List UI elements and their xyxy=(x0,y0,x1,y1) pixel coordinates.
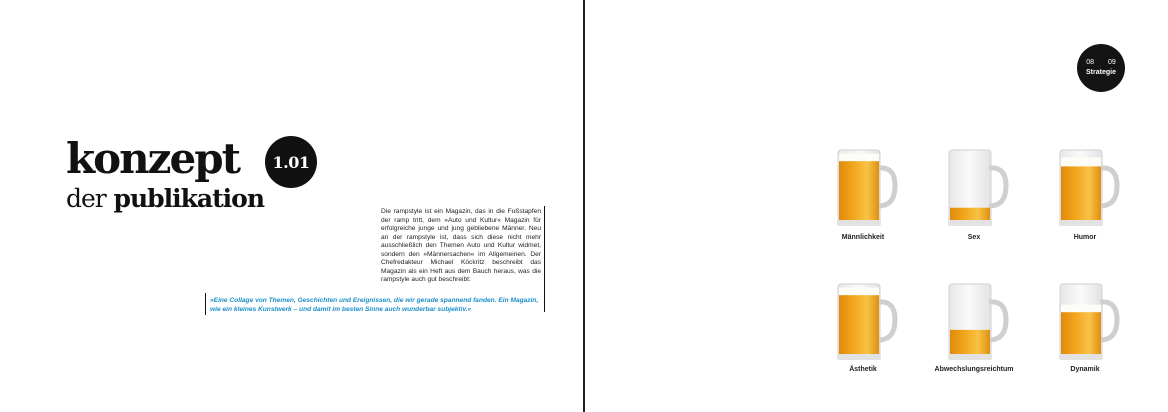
mug-label: Humor xyxy=(1073,234,1097,241)
title-konzept: konzept xyxy=(66,134,239,183)
body-rule xyxy=(544,206,545,312)
quote-rule xyxy=(205,293,206,315)
beer-mug xyxy=(946,280,1012,350)
beer-mug xyxy=(1057,146,1123,216)
title-publikation: publikation xyxy=(113,184,265,213)
mug-label: Ästhetik xyxy=(849,366,877,373)
beer-mug xyxy=(835,280,901,350)
page-number-left: 08 xyxy=(1086,59,1094,66)
mug-label: Sex xyxy=(967,234,981,241)
section-name: Strategie xyxy=(1086,69,1116,76)
mug-label: Abwechslungsreichtum xyxy=(934,366,1014,373)
page-number-badge xyxy=(1077,44,1125,92)
mug-label: Dynamik xyxy=(1070,366,1100,373)
mug-label: Männlichkeit xyxy=(841,234,885,241)
page-gutter xyxy=(583,0,585,412)
page-number-right: 09 xyxy=(1108,59,1116,66)
beer-mug xyxy=(946,146,1012,216)
intro-body-text: Die rampstyle ist ein Magazin, das in die Fußstapfen der ramp tritt, dem »Auto und Kultur« Magazin für erfolgreiche junge und jung gebliebene Männer. Neu an der rampstyle ist, dass sich diese nicht mehr ausschließlich den Themen Auto und Kultur widmet, sondern den »Männersachen« im Allgemeinen. Der Chefredakteur Michael Köckritz beschreibt das Magazin als ein Heft aus dem Bauch heraus, was die rampstyle auch gut beschreibt: xyxy=(381,208,541,283)
chapter-number-badge: 1.01 xyxy=(265,136,317,188)
beer-mug xyxy=(835,146,901,216)
pull-quote: »Eine Collage von Themen, Geschichten und Ereignissen, die wir gerade spannend fanden. Ein Magazin, wie ein kleines Kunstwerk – und damit im besten Sinne auch wunderbar subjektiv.« xyxy=(210,297,539,313)
beer-mug xyxy=(1057,280,1123,350)
title-der-publikation xyxy=(66,186,264,211)
title-der: der xyxy=(66,184,106,213)
